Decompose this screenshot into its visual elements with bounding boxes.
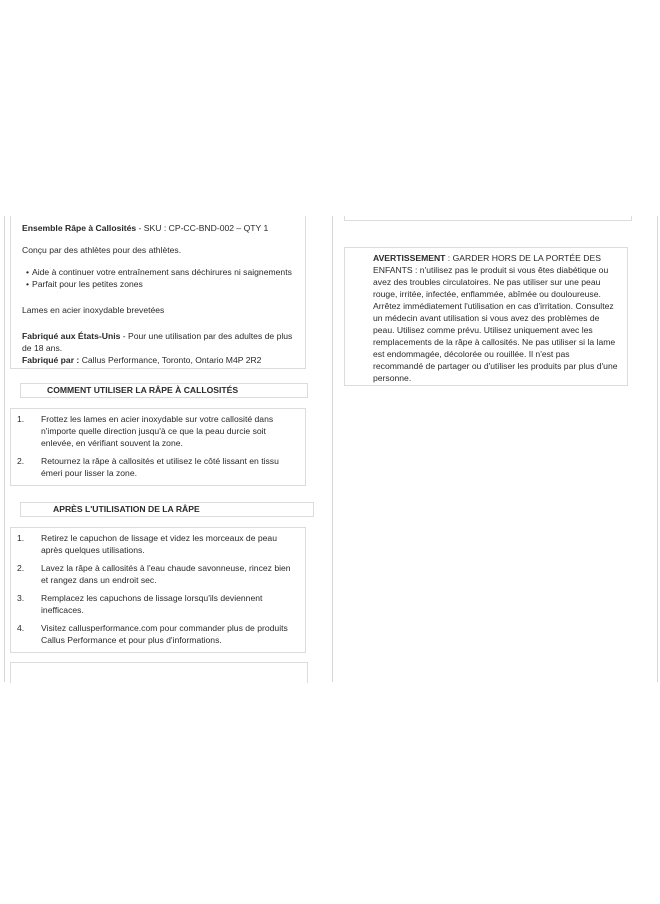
warning-label: AVERTISSEMENT — [373, 253, 446, 263]
feature-item: • Parfait pour les petites zones — [22, 278, 294, 290]
warning-text: : GARDER HORS DE LA PORTÉE DES ENFANTS : n'utilisez pas le produit si vous êtes diabétique ou avez des troubles circulatoires. Ne pas utiliser sur une peau rouge, irritée, infectée, enflammée, abîmée ou douloureuse. Arrêtez immédiatement l'utilisation en cas d'irritation. Consultez un médecin avant utilisation si vous avez des problèmes de peau. Utilisez comme prévu. Utilisez uniquement avec les remplacements de la râpe à callosités. Ne pas utiliser si la lame est endommagée, décolorée ou rouillée. Il n'est pas recommandé de partager ou d'utiliser les produits par plus d'une personne. — [373, 253, 618, 383]
right-column — [342, 216, 644, 386]
warning-box — [344, 247, 628, 386]
how-to-use-steps — [10, 408, 306, 486]
step-number: 2. — [17, 563, 25, 573]
step-number: 3. — [17, 593, 25, 603]
product-sku: - SKU : CP-CC-BND-002 – QTY 1 — [136, 223, 269, 233]
step-number: 1. — [17, 533, 25, 543]
feature-list — [22, 266, 294, 290]
how-to-use-heading: COMMENT UTILISER LA RÂPE À CALLOSITÉS — [20, 383, 308, 398]
left-column — [10, 216, 306, 653]
empty-box — [10, 662, 308, 683]
made-in-note — [22, 330, 294, 354]
made-in-label: Fabriqué aux États-Unis — [22, 331, 121, 341]
list-item — [11, 413, 299, 449]
list-item — [11, 562, 299, 586]
step-text: Visitez callusperformance.com pour commander plus de produits Callus Performance et pour plus d'informations. — [41, 623, 288, 645]
after-use-heading: APRÈS L'UTILISATION DE LA RÂPE — [20, 502, 314, 517]
after-use-steps — [10, 527, 306, 653]
product-info-box — [10, 216, 306, 369]
tagline: Conçu par des athlètes pour des athlètes. — [22, 245, 182, 255]
empty-top-box — [344, 216, 632, 221]
maker-note — [22, 354, 294, 366]
column-divider — [332, 216, 333, 682]
made-in-text: - Pour une utilisation par des adultes de plus de 18 ans. — [22, 331, 293, 353]
step-text: Retirez le capuchon de lissage et videz les morceaux de peau après quelques utilisations. — [41, 533, 277, 555]
step-number: 1. — [17, 414, 25, 424]
maker-label: Fabriqué par : — [22, 355, 80, 365]
step-text: Lavez la râpe à callosités à l'eau chaude savonneuse, rincez bien et rangez dans un endroit sec. — [41, 563, 291, 585]
product-title — [22, 222, 294, 234]
maker-text: Callus Performance, Toronto, Ontario M4P 2R2 — [79, 355, 262, 365]
step-text: Retournez la râpe à callosités et utilisez le côté lissant en tissu émeri pour lisser la zone. — [41, 456, 279, 478]
list-item — [11, 455, 299, 479]
list-item — [11, 592, 299, 616]
feature-item: • Aide à continuer votre entraînement sans déchirures ni saignements — [22, 266, 294, 278]
step-text: Remplacez les capuchons de lissage lorsqu'ils deviennent inefficaces. — [41, 593, 263, 615]
step-number: 2. — [17, 456, 25, 466]
step-text: Frottez les lames en acier inoxydable sur votre callosité dans n'importe quelle direction jusqu'à ce que la peau durcie soit enlevée, en vérifiant souvent la zone. — [41, 414, 274, 448]
product-name: Ensemble Râpe à Callosités — [22, 223, 137, 233]
step-number: 4. — [17, 623, 25, 633]
list-item — [11, 622, 299, 646]
blades-note: Lames en acier inoxydable brevetées — [22, 305, 165, 315]
list-item — [11, 532, 299, 556]
